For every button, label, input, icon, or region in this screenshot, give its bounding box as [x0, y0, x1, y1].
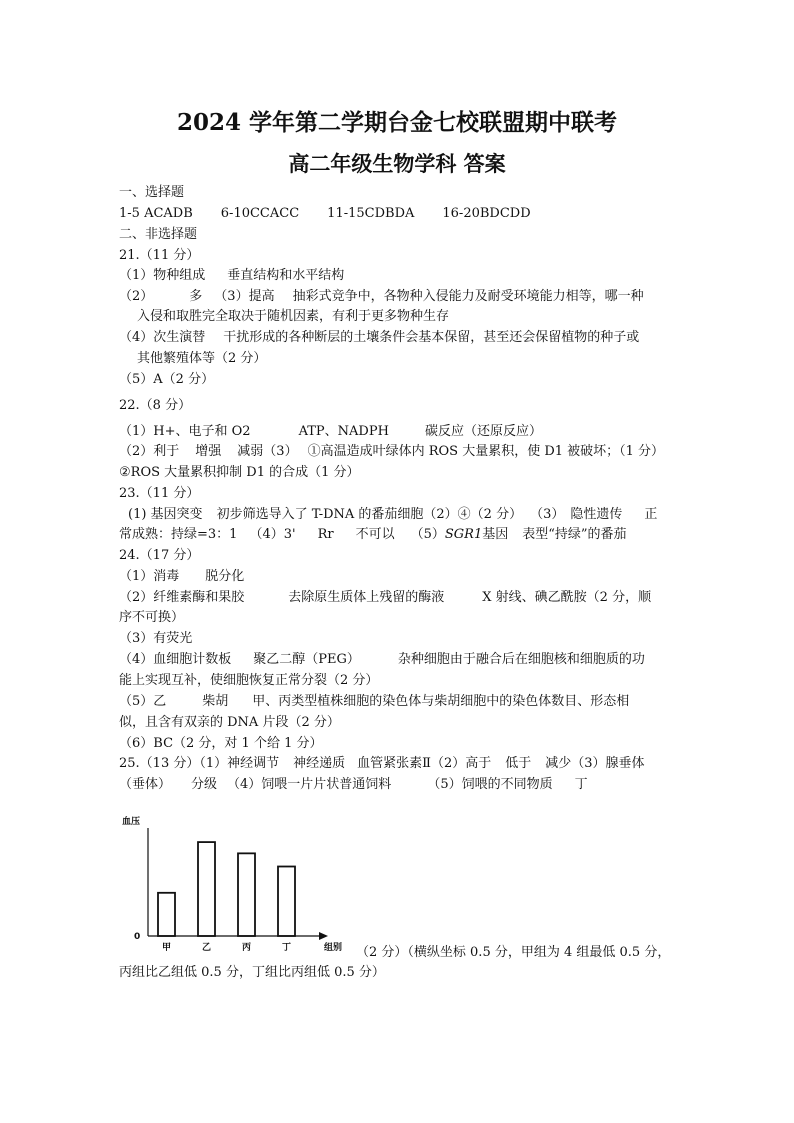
- blood-pressure-bar-chart: [112, 808, 352, 958]
- x-tick-label-4: 丁: [281, 943, 292, 953]
- q23-line-1: (1) 基因突变 初步筛选导入了 T-DNA 的番茄细胞（2）④（2 分） （3） 隐性遗传 正: [128, 507, 658, 522]
- bar-2: [198, 842, 215, 936]
- choice-answers-row: [119, 206, 531, 222]
- q21-line-5: 其他繁殖体等（2 分）: [137, 351, 267, 366]
- bar-4: [278, 867, 295, 936]
- q24-line-7: （5）乙 柴胡 甲、丙类型植株细胞的染色体与柴胡细胞中的染色体数目、形态相: [119, 694, 630, 709]
- q23-line-2: 常成熟：持绿=3：1 （4）3' Rr 不可以 （5）SGR1基因 表型“持绿”的番茄: [119, 527, 627, 542]
- q24-heading: 24.（17 分）: [119, 548, 200, 563]
- bar-3: [238, 853, 255, 936]
- q21-line-4: （4）次生演替 干扰形成的各种断层的土壤条件会基本保留，甚至还会保留植物的种子或: [119, 330, 640, 345]
- section-heading-choice: 一、选择题: [119, 185, 185, 200]
- q25-line-1: 25.（13 分）（1）神经调节 神经递质 血管紧张素Ⅱ（2）高于 低于 减少（3）腺垂体: [119, 756, 645, 771]
- bar-1: [158, 893, 175, 936]
- q24-line-3: 序不可换）: [119, 610, 185, 625]
- q24-line-4: （3）有荧光: [119, 631, 193, 646]
- q25-chart-note-1: （2 分）（横纵坐标 0.5 分，甲组为 4 组最低 0.5 分，: [356, 945, 671, 960]
- q22-line-2: （2）利于 增强 减弱（3） ①高温造成叶绿体内 ROS 大量累积，使 D1 被破坏；（1 分）: [119, 444, 665, 459]
- q24-line-8: 似，且含有双亲的 DNA 片段（2 分）: [119, 715, 340, 730]
- page-subtitle: 高二年级生物学科 答案: [288, 151, 506, 176]
- q25-line-2: （垂体） 分级 （4）饲喂一片片状普通饲料 （5）饲喂的不同物质 丁: [119, 777, 588, 792]
- y-axis-label: 血压: [122, 817, 141, 827]
- q24-line-6: 能上实现互补，使细胞恢复正常分裂（2 分）: [119, 673, 379, 688]
- origin-label: 0: [134, 932, 141, 942]
- x-tick-label-3: 丙: [241, 943, 252, 953]
- q24-line-1: （1）消毒 脱分化: [119, 569, 245, 584]
- q23-heading: 23.（11 分）: [119, 486, 200, 501]
- x-axis-label: 组别: [324, 943, 343, 953]
- answer-group-1: 1-5 ACADB: [119, 206, 193, 221]
- answer-group-2: 6-10CCACC: [220, 206, 300, 221]
- x-axis-arrow: [319, 932, 328, 940]
- x-tick-label-1: 甲: [161, 943, 172, 953]
- q24-line-2: （2）纤维素酶和果胶 去除原生质体上残留的酶液 X 射线、碘乙酰胺（2 分，顺: [119, 590, 652, 605]
- q22-line-3: ②ROS 大量累积抑制 D1 的合成（1 分）: [119, 465, 360, 480]
- x-tick-label-2: 乙: [201, 943, 212, 953]
- answer-group-4: 16-20BDCDD: [442, 206, 531, 221]
- section-heading-nonchoice: 二、非选择题: [119, 227, 198, 242]
- q21-line-1: （1）物种组成 垂直结构和水平结构: [119, 268, 345, 283]
- q22-heading: 22.（8 分）: [119, 398, 192, 413]
- page-title: 2024 学年第二学期台金七校联盟期中联考: [176, 109, 618, 136]
- q21-line-6: （5）A（2 分）: [119, 372, 215, 387]
- q21-line-2: （2） 多 （3）提高 抽彩式竞争中，各物种入侵能力及耐受环境能力相等，哪一种: [119, 289, 644, 304]
- q21-heading: 21.（11 分）: [119, 248, 200, 263]
- q24-line-5: （4）血细胞计数板 聚乙二醇（PEG） 杂种细胞由于融合后在细胞核和细胞质的功: [119, 652, 645, 667]
- q22-line-1: （1）H+、电子和 O2 ATP、NADPH 碳反应（还原反应）: [119, 424, 542, 439]
- answer-group-3: 11-15CDBDA: [327, 206, 415, 221]
- q25-chart-note-2: 丙组比乙组低 0.5 分，丁组比丙组低 0.5 分）: [119, 965, 385, 980]
- q24-line-9: （6）BC（2 分，对 1 个给 1 分）: [119, 736, 323, 751]
- q21-line-3: 入侵和取胜完全取决于随机因素，有利于更多物种生存: [137, 309, 450, 324]
